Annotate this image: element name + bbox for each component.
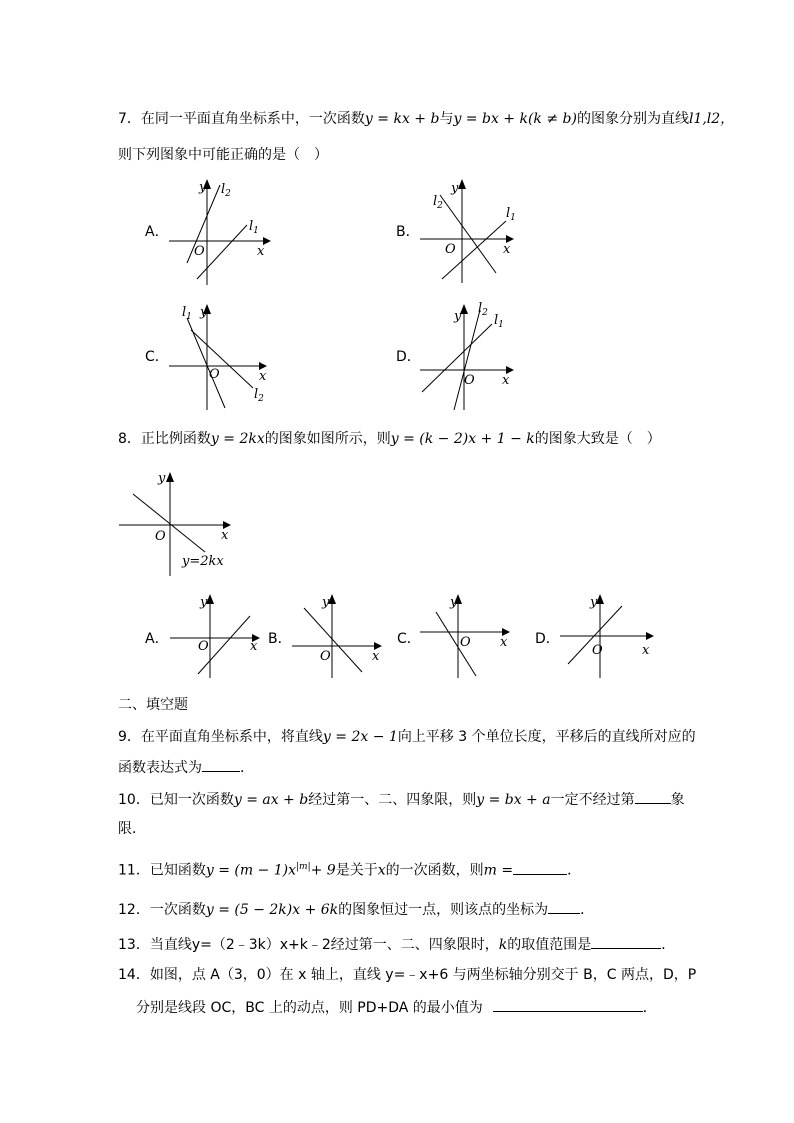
axis-x-label: x xyxy=(372,649,380,664)
q12-answer-blank[interactable] xyxy=(548,900,580,914)
q7-expr2: y = bx + k(k ≠ b) xyxy=(453,111,577,127)
l2-label: $l_2$ xyxy=(221,182,231,199)
q10-answer-blank[interactable] xyxy=(635,790,671,804)
q9-end: ． xyxy=(240,760,254,776)
axis-y-label: y xyxy=(450,595,458,610)
q9-text-b: 向上平移 3 个单位长度，平移后的直线所对应的 xyxy=(397,729,696,745)
q8-expr2: y = (k − 2)x + 1 − k xyxy=(390,431,535,447)
q13-text-a: 13．当直线 xyxy=(118,937,192,953)
axis-y-label: y xyxy=(322,595,330,610)
q10-text-b: 经过第一、二、四象限，则 xyxy=(308,792,477,808)
axis-y-label: y xyxy=(158,471,166,486)
q10-line1 xyxy=(118,790,685,809)
q12-text-b: 的图象恒过一点，则该点的坐标为 xyxy=(338,902,549,918)
q11-expr-b: + 9 xyxy=(310,862,336,879)
origin-label: O xyxy=(445,242,456,257)
q7-text-b: 与 xyxy=(439,111,454,127)
q7-graph-c xyxy=(165,300,275,415)
q7-number: 7． xyxy=(118,111,141,127)
q13-end: ． xyxy=(661,937,676,953)
l1-label: $l_1$ xyxy=(182,305,192,322)
q12-end: ． xyxy=(580,902,595,918)
q8-text-a: 正比例函数 xyxy=(140,431,211,447)
axis-x-label: x xyxy=(257,244,265,259)
axis-y-label: y xyxy=(590,595,598,610)
l1-label: $l_1$ xyxy=(506,206,516,223)
q11-end: ． xyxy=(567,862,582,879)
q10-expr1: y = ax + b xyxy=(233,792,309,808)
q8-option-b-label: B． xyxy=(268,631,292,647)
q13-answer-blank[interactable] xyxy=(591,935,661,949)
axis-y-label: y xyxy=(454,309,462,324)
q11-exponent: |m| xyxy=(296,862,311,872)
axis-y-label: y xyxy=(199,180,207,195)
q11-line xyxy=(118,858,581,880)
q8-graph-c xyxy=(418,592,518,682)
q7-text-c: 的图象分别为直线 xyxy=(576,111,689,127)
axis-y-label: y xyxy=(200,595,208,610)
l1-label: $l_1$ xyxy=(494,313,504,330)
axis-x-label: x xyxy=(221,528,229,543)
q8-expr1: y = 2kx xyxy=(210,431,265,447)
origin-label: O xyxy=(155,529,166,544)
q11-text-c: 的一次函数，则 xyxy=(385,862,484,879)
q13-expr: y=（2﹣3k）x+k﹣2 xyxy=(191,937,331,953)
origin-label: O xyxy=(198,639,209,654)
q9-text-a: 9．在平面直角坐标系中，将直线 xyxy=(118,729,323,745)
l1-label: $l_1$ xyxy=(249,219,259,236)
axis-y-label: y xyxy=(451,181,459,196)
q14-answer-blank[interactable] xyxy=(493,998,643,1012)
q13-k: k xyxy=(498,937,508,953)
axis-y-label: y xyxy=(200,305,208,320)
q8-graph-d xyxy=(558,592,658,682)
q7-option-a-label: A． xyxy=(145,224,169,240)
q8-graph-b xyxy=(290,592,390,682)
q13-line xyxy=(118,935,675,954)
origin-label: O xyxy=(592,643,603,658)
q10-text-d: 象 xyxy=(670,792,685,808)
q7-graph-b xyxy=(418,175,528,290)
q12-text-a: 12．一次函数 xyxy=(118,902,206,918)
q7-option-d-label: D． xyxy=(396,349,421,365)
axis-x-label: x xyxy=(503,242,511,257)
q11-var: x xyxy=(377,862,386,879)
q9-expr: y = 2x − 1 xyxy=(322,729,398,745)
q13-text-c: 的取值范围是 xyxy=(507,937,592,953)
q8-line xyxy=(118,430,661,448)
q11-m: m = xyxy=(483,862,514,879)
q8-option-a-label: A． xyxy=(145,631,169,647)
axis-x-label: x xyxy=(642,643,650,658)
q13-text-b: 经过第一、二、四象限时， xyxy=(330,937,499,953)
q7-line2: 则下列图象中可能正确的是（ ） xyxy=(118,147,328,163)
section-heading: 二、填空题 xyxy=(118,697,188,713)
q7-text-a: 在同一平面直角坐标系中，一次函数 xyxy=(140,111,365,127)
axis-x-label: x xyxy=(250,639,258,654)
l2-label: $l_2$ xyxy=(433,194,443,211)
q12-line xyxy=(118,900,594,919)
axis-x-label: x xyxy=(502,373,510,388)
axis-x-label: x xyxy=(500,635,508,650)
q8-text-b: 的图象如图所示，则 xyxy=(264,431,391,447)
q14-text: 分别是线段 OC，BC 上的动点，则 PD+DA 的最小值为 xyxy=(136,1000,483,1016)
q11-text-a: 11．已知函数 xyxy=(118,862,206,879)
origin-label: O xyxy=(194,244,205,259)
q9-answer-blank[interactable] xyxy=(202,758,240,772)
q9-text-c: 函数表达式为 xyxy=(118,760,202,776)
q11-answer-blank[interactable] xyxy=(513,861,567,875)
origin-label: O xyxy=(209,367,220,382)
q7-graph-a xyxy=(165,175,275,290)
origin-label: O xyxy=(464,373,475,388)
q7-line1 xyxy=(118,110,734,128)
origin-label: O xyxy=(320,649,331,664)
q14-line2 xyxy=(136,998,657,1017)
q8-graph-a xyxy=(168,592,268,682)
axis-x-label: x xyxy=(259,369,267,384)
q9-line1 xyxy=(118,728,696,746)
q12-expr: y = (5 − 2k)x + 6k xyxy=(205,902,339,918)
q11-expr: y = (m − 1)x xyxy=(205,862,297,879)
q8-option-c-label: C． xyxy=(397,631,421,647)
q10-text-a: 10．已知一次函数 xyxy=(118,792,234,808)
origin-label: O xyxy=(460,635,471,650)
q8-option-d-label: D． xyxy=(535,631,560,647)
l2-label: $l_2$ xyxy=(478,301,488,318)
q10-line2: 限． xyxy=(118,821,146,837)
q7-graph-d xyxy=(418,300,528,415)
q7-option-c-label: C． xyxy=(145,349,169,365)
q8-text-c: 的图象大致是（ ） xyxy=(534,431,661,447)
q8-number: 8． xyxy=(118,431,141,447)
q11-text-b: 是关于 xyxy=(335,862,378,879)
q10-expr2: y = bx + a xyxy=(476,792,551,808)
q7-expr1: y = kx + b xyxy=(364,111,440,127)
q10-text-c: 一定不经过第 xyxy=(550,792,635,808)
graph-equation-label: y=2kx xyxy=(182,554,224,569)
q8-given-graph xyxy=(115,468,245,580)
q7-option-b-label: B． xyxy=(396,224,420,240)
q7-lines: l1,l2， xyxy=(688,111,735,127)
l2-label: $l_2$ xyxy=(254,387,264,404)
q9-line2 xyxy=(118,758,254,777)
q14-line1: 14．如图，点 A（3，0）在 x 轴上，直线 y=﹣x+6 与两坐标轴分别交于 B，C 两点，D，P xyxy=(118,967,697,983)
q14-end: ． xyxy=(642,1000,657,1016)
